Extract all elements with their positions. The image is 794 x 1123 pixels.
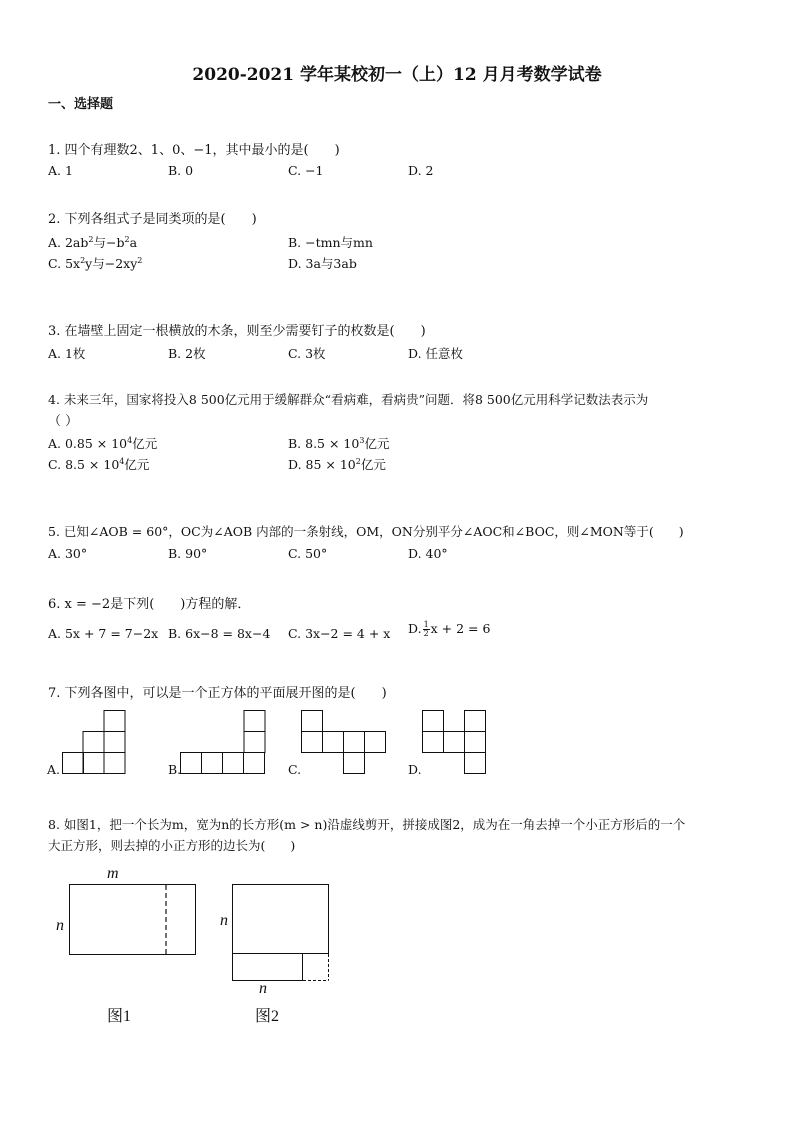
- question-6-option-c: C. 3x−2 = 4 + x: [288, 626, 391, 641]
- question-8-stem-line1: 8. 如图1，把一个长为m，宽为n的长方形(m > n)沿虚线剪开，拼接成图2，成为在一角去掉一个小正方形后的一个: [48, 817, 686, 832]
- cube-net-a: [62, 710, 126, 774]
- figure-2-label-n-bottom: n: [259, 980, 267, 997]
- question-3-option-b: B. 2枚: [168, 346, 206, 361]
- question-5-option-a: A. 30°: [48, 546, 88, 561]
- cube-net-c-lower: [343, 731, 365, 775]
- question-5-option-b: B. 90°: [168, 546, 208, 561]
- question-5-option-c: C. 50°: [288, 546, 328, 561]
- question-5-option-d: D. 40°: [408, 546, 448, 561]
- cube-net-b: [180, 710, 266, 774]
- question-2-option-b: B. −tmn与mn: [288, 235, 373, 250]
- figure-2-square: [232, 884, 332, 984]
- figure-1-label-n: n: [56, 917, 64, 934]
- question-4-option-d: D. $85 \times 10^2$亿元: [288, 456, 386, 472]
- question-5-stem: 5. 已知∠AOB = 60°，OC为∠AOB 内部的一条射线，OM，ON分别平分∠AOC和∠BOC，则∠MON等于( ): [48, 524, 684, 539]
- cube-net-d: [422, 710, 486, 774]
- question-4-stem-line1: 4. 未来三年，国家将投入8 500亿元用于缓解群众“看病难，看病贵”问题．将8 500亿元用科学记数法表示为: [48, 392, 649, 407]
- question-2-stem: 2. 下列各组式子是同类项的是( ): [48, 212, 257, 227]
- question-1-option-d: D. 2: [408, 163, 434, 178]
- question-1-option-c: C. −1: [288, 163, 324, 178]
- question-3-stem: 3. 在墙壁上固定一根横放的木条，则至少需要钉子的枚数是( ): [48, 324, 426, 339]
- figure-1-rectangle: [69, 884, 197, 956]
- question-1-option-a: A. 1: [48, 163, 73, 178]
- question-1-option-b: B. 0: [168, 163, 194, 178]
- question-4-option-c: C. $8.5 \times 10^4$亿元: [48, 456, 150, 472]
- figure-2-label-n-left: n: [220, 912, 228, 929]
- question-2-option-d: D. 3a与3ab: [288, 256, 357, 271]
- question-7-label-a: A.: [47, 762, 61, 777]
- question-6-option-d: D. $\frac{1}{2}$ x + 2 = 6: [408, 620, 491, 638]
- question-6-option-a: A. 5x + 7 = 7−2x: [48, 626, 159, 641]
- question-4-stem-line2: （ ）: [48, 414, 79, 429]
- figure-1-caption: 图1: [107, 1008, 132, 1025]
- page-title: 2020-2021 学年某校初一（上）12 月月考数学试卷: [192, 65, 602, 85]
- question-4-option-b: B. $8.5 \times 10^3$亿元: [288, 435, 390, 451]
- question-7-label-b: B.: [168, 762, 182, 777]
- section-heading-choice: 一、选择题: [48, 97, 114, 112]
- question-1-stem: 1. 四个有理数2、1、0、−1，其中最小的是( ): [48, 143, 340, 158]
- question-3-option-c: C. 3枚: [288, 346, 326, 361]
- question-7-label-c: C.: [288, 762, 302, 777]
- question-2-option-c: C. $5x^2y$与$-2xy^2$: [48, 255, 143, 271]
- question-8-stem-line2: 大正方形，则去掉的小正方形的边长为( ): [48, 838, 296, 853]
- question-7-label-d: D.: [408, 762, 422, 777]
- question-3-option-d: D. 任意枚: [408, 346, 464, 361]
- question-6-stem: 6. x = −2是下列( )方程的解．: [48, 597, 251, 612]
- question-6-option-b: B. 6x−8 = 8x−4: [168, 626, 271, 641]
- question-4-option-a: A. $0.85 \times 10^4$亿元: [48, 435, 158, 451]
- figure-1-label-m: m: [107, 865, 119, 882]
- figure-2-caption: 图2: [255, 1008, 280, 1025]
- question-2-option-a: A. $2ab^2$与$-b^2a$: [48, 234, 138, 250]
- fraction-one-half: $\frac{1}{2}$: [423, 620, 429, 638]
- question-3-option-a: A. 1枚: [48, 346, 86, 361]
- question-7-stem: 7. 下列各图中，可以是一个正方体的平面展开图的是( ): [48, 686, 387, 701]
